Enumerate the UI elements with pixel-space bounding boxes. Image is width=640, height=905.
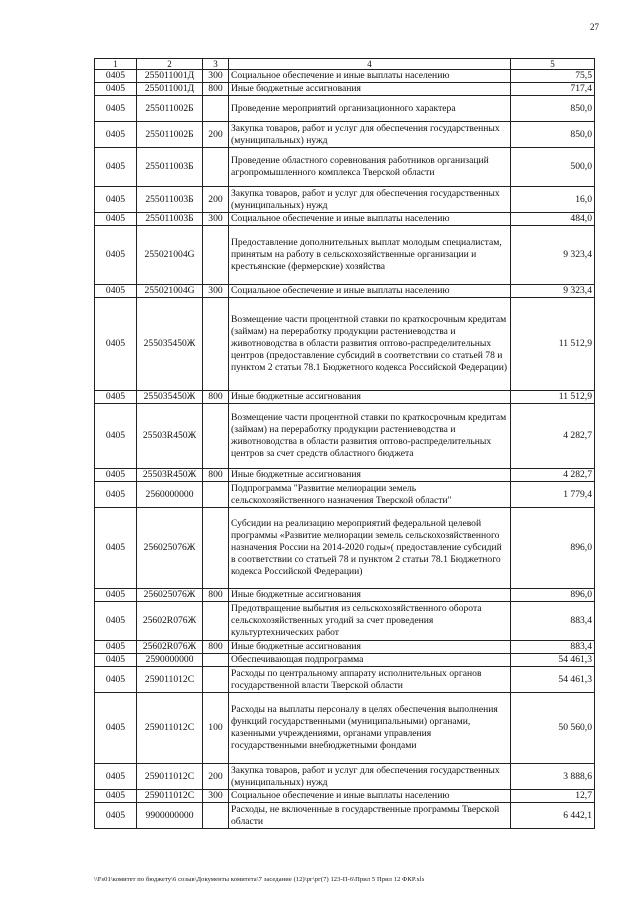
amount-cell: 4 282,7 <box>511 469 595 482</box>
description-cell: Субсидии на реализацию мероприятий федеральной целевой программы «Развитие мелиорации земель сельскохозяйственного назначения России на 2014-2020 годы»( предоставление субсидий в соответствии со статьей 78 и пунктом 2 статьи 78.1 Бюджетного кодекса Российской Федерации) <box>229 508 511 589</box>
description-cell: Проведение мероприятий организационного характера <box>229 96 511 122</box>
amount-cell: 883,4 <box>511 602 595 641</box>
description-cell: Расходы, не включенные в государственные программы Тверской области <box>229 803 511 829</box>
amount-cell: 896,0 <box>511 589 595 602</box>
target-code-cell: 25503R450Ж <box>137 469 203 482</box>
expense-type-cell <box>203 654 229 667</box>
table-row <box>95 285 595 298</box>
amount-cell: 850,0 <box>511 122 595 148</box>
amount-cell: 9 323,4 <box>511 285 595 298</box>
section-code-cell: 0405 <box>95 482 137 508</box>
section-code-cell: 0405 <box>95 187 137 213</box>
section-code-cell: 0405 <box>95 790 137 803</box>
target-code-cell: 255011002Б <box>137 96 203 122</box>
description-cell: Расходы на выплаты персоналу в целях обеспечения выполнения функций государственными (муниципальными) органами, казенными учреждениями, органами управления государственными внебюджетными фондами <box>229 693 511 764</box>
table-row <box>95 213 595 226</box>
description-cell: Предотвращение выбытия из сельскохозяйственного оборота сельскохозяйственных угодий за счет проведения культуртехнических работ <box>229 602 511 641</box>
target-code-cell: 255021004G <box>137 285 203 298</box>
page-number: 27 <box>590 22 599 32</box>
section-code-cell: 0405 <box>95 641 137 654</box>
section-code-cell: 0405 <box>95 693 137 764</box>
section-code-cell: 0405 <box>95 404 137 469</box>
table-row <box>95 83 595 96</box>
description-cell: Закупка товаров, работ и услуг для обеспечения государственных (муниципальных) нужд <box>229 187 511 213</box>
file-path-footer: \\Fs01\комитет по бюджету\6 созыв\Документы комитета\7 заседание (12)\рг\рг(7) 123-П-6\Прил 5 Прил 12 ФКР.xls <box>94 876 425 883</box>
target-code-cell: 255011003Б <box>137 187 203 213</box>
table-row <box>95 790 595 803</box>
expense-type-cell <box>203 226 229 285</box>
section-code-cell: 0405 <box>95 391 137 404</box>
table-row <box>95 654 595 667</box>
amount-cell: 850,0 <box>511 96 595 122</box>
section-code-cell: 0405 <box>95 667 137 693</box>
description-cell: Иные бюджетные ассигнования <box>229 83 511 96</box>
expense-type-cell: 800 <box>203 589 229 602</box>
expense-type-cell: 300 <box>203 285 229 298</box>
amount-cell: 6 442,1 <box>511 803 595 829</box>
expense-type-cell: 800 <box>203 391 229 404</box>
expense-type-cell <box>203 482 229 508</box>
header-cell: 1 <box>95 59 137 70</box>
expense-type-cell: 800 <box>203 469 229 482</box>
section-code-cell: 0405 <box>95 469 137 482</box>
target-code-cell: 25602R076Ж <box>137 602 203 641</box>
section-code-cell: 0405 <box>95 589 137 602</box>
header-cell: 3 <box>203 59 229 70</box>
section-code-cell: 0405 <box>95 764 137 790</box>
header-cell: 5 <box>511 59 595 70</box>
amount-cell: 11 512,9 <box>511 298 595 391</box>
expense-type-cell <box>203 404 229 469</box>
expense-type-cell <box>203 148 229 187</box>
description-cell: Иные бюджетные ассигнования <box>229 641 511 654</box>
table-row <box>95 70 595 83</box>
table-row <box>95 148 595 187</box>
description-cell: Социальное обеспечение и иные выплаты населению <box>229 285 511 298</box>
target-code-cell: 256025076Ж <box>137 589 203 602</box>
description-cell: Возмещение части процентной ставки по краткосрочным кредитам (займам) на переработку продукции растениеводства и животноводства в области развития оптово-распределительных центров за счет средств областного бюджета <box>229 404 511 469</box>
table-header-row <box>95 59 595 70</box>
description-cell: Иные бюджетные ассигнования <box>229 391 511 404</box>
description-cell: Возмещение части процентной ставки по краткосрочным кредитам (займам) на переработку продукции растениеводства и животноводства в области развития оптово-распределительных центров (предоставление субсидий в соответствии со статьей 78 и пунктом 2 статьи 78.1 Бюджетного кодекса Российской Федерации) <box>229 298 511 391</box>
section-code-cell: 0405 <box>95 226 137 285</box>
section-code-cell: 0405 <box>95 602 137 641</box>
description-cell: Иные бюджетные ассигнования <box>229 589 511 602</box>
amount-cell: 12,7 <box>511 790 595 803</box>
target-code-cell: 255011001Д <box>137 70 203 83</box>
table-row <box>95 764 595 790</box>
description-cell: Социальное обеспечение и иные выплаты населению <box>229 70 511 83</box>
table-row <box>95 641 595 654</box>
section-code-cell: 0405 <box>95 508 137 589</box>
target-code-cell: 255035450Ж <box>137 391 203 404</box>
section-code-cell: 0405 <box>95 96 137 122</box>
expense-type-cell: 300 <box>203 70 229 83</box>
expense-type-cell: 100 <box>203 693 229 764</box>
budget-table <box>94 58 595 829</box>
target-code-cell: 25503R450Ж <box>137 404 203 469</box>
expense-type-cell <box>203 508 229 589</box>
amount-cell: 4 282,7 <box>511 404 595 469</box>
expense-type-cell: 800 <box>203 83 229 96</box>
table-row <box>95 482 595 508</box>
description-cell: Социальное обеспечение и иные выплаты населению <box>229 790 511 803</box>
description-cell: Социальное обеспечение и иные выплаты населению <box>229 213 511 226</box>
description-cell: Расходы по центральному аппарату исполнительных органов государственной власти Тверской области <box>229 667 511 693</box>
expense-type-cell: 200 <box>203 764 229 790</box>
description-cell: Проведение областного соревнования работников организаций агропромышленного комплекса Тверской области <box>229 148 511 187</box>
expense-type-cell <box>203 602 229 641</box>
amount-cell: 11 512,9 <box>511 391 595 404</box>
amount-cell: 484,0 <box>511 213 595 226</box>
target-code-cell: 25602R076Ж <box>137 641 203 654</box>
expense-type-cell <box>203 96 229 122</box>
target-code-cell: 255011002Б <box>137 122 203 148</box>
target-code-cell: 2560000000 <box>137 482 203 508</box>
amount-cell: 54 461,3 <box>511 654 595 667</box>
target-code-cell: 255011003Б <box>137 148 203 187</box>
description-cell: Закупка товаров, работ и услуг для обеспечения государственных (муниципальных) нужд <box>229 122 511 148</box>
section-code-cell: 0405 <box>95 803 137 829</box>
section-code-cell: 0405 <box>95 213 137 226</box>
table-row <box>95 589 595 602</box>
table-row <box>95 469 595 482</box>
amount-cell: 500,0 <box>511 148 595 187</box>
amount-cell: 3 888,6 <box>511 764 595 790</box>
table-row <box>95 404 595 469</box>
amount-cell: 883,4 <box>511 641 595 654</box>
target-code-cell: 259011012С <box>137 764 203 790</box>
table-row <box>95 693 595 764</box>
expense-type-cell: 200 <box>203 187 229 213</box>
description-cell: Иные бюджетные ассигнования <box>229 469 511 482</box>
expense-type-cell: 800 <box>203 641 229 654</box>
amount-cell: 1 779,4 <box>511 482 595 508</box>
amount-cell: 717,4 <box>511 83 595 96</box>
table-row <box>95 391 595 404</box>
target-code-cell: 256025076Ж <box>137 508 203 589</box>
table-row <box>95 298 595 391</box>
expense-type-cell: 300 <box>203 213 229 226</box>
table-row <box>95 226 595 285</box>
target-code-cell: 255021004G <box>137 226 203 285</box>
section-code-cell: 0405 <box>95 148 137 187</box>
table-row <box>95 803 595 829</box>
expense-type-cell: 300 <box>203 790 229 803</box>
amount-cell: 50 560,0 <box>511 693 595 764</box>
table-row <box>95 508 595 589</box>
section-code-cell: 0405 <box>95 122 137 148</box>
description-cell: Предоставление дополнительных выплат молодым специалистам, принятым на работу в сельскохозяйственные организации и крестьянские (фермерские) хозяйства <box>229 226 511 285</box>
header-cell: 2 <box>137 59 203 70</box>
header-cell: 4 <box>229 59 511 70</box>
expense-type-cell <box>203 803 229 829</box>
amount-cell: 54 461,3 <box>511 667 595 693</box>
amount-cell: 75,5 <box>511 70 595 83</box>
target-code-cell: 259011012С <box>137 667 203 693</box>
table-row <box>95 667 595 693</box>
amount-cell: 9 323,4 <box>511 226 595 285</box>
target-code-cell: 259011012С <box>137 693 203 764</box>
table-row <box>95 187 595 213</box>
expense-type-cell: 200 <box>203 122 229 148</box>
description-cell: Обеспечивающая подпрограмма <box>229 654 511 667</box>
section-code-cell: 0405 <box>95 298 137 391</box>
description-cell: Закупка товаров, работ и услуг для обеспечения государственных (муниципальных) нужд <box>229 764 511 790</box>
section-code-cell: 0405 <box>95 654 137 667</box>
amount-cell: 896,0 <box>511 508 595 589</box>
section-code-cell: 0405 <box>95 83 137 96</box>
table-row <box>95 602 595 641</box>
target-code-cell: 255035450Ж <box>137 298 203 391</box>
target-code-cell: 259011012С <box>137 790 203 803</box>
section-code-cell: 0405 <box>95 70 137 83</box>
table-row <box>95 96 595 122</box>
target-code-cell: 255011003Б <box>137 213 203 226</box>
target-code-cell: 9900000000 <box>137 803 203 829</box>
expense-type-cell <box>203 667 229 693</box>
section-code-cell: 0405 <box>95 285 137 298</box>
description-cell: Подпрограмма "Развитие мелиорации земель сельскохозяйственного назначения Тверской области" <box>229 482 511 508</box>
table-row <box>95 122 595 148</box>
expense-type-cell <box>203 298 229 391</box>
target-code-cell: 255011001Д <box>137 83 203 96</box>
amount-cell: 16,0 <box>511 187 595 213</box>
target-code-cell: 2590000000 <box>137 654 203 667</box>
